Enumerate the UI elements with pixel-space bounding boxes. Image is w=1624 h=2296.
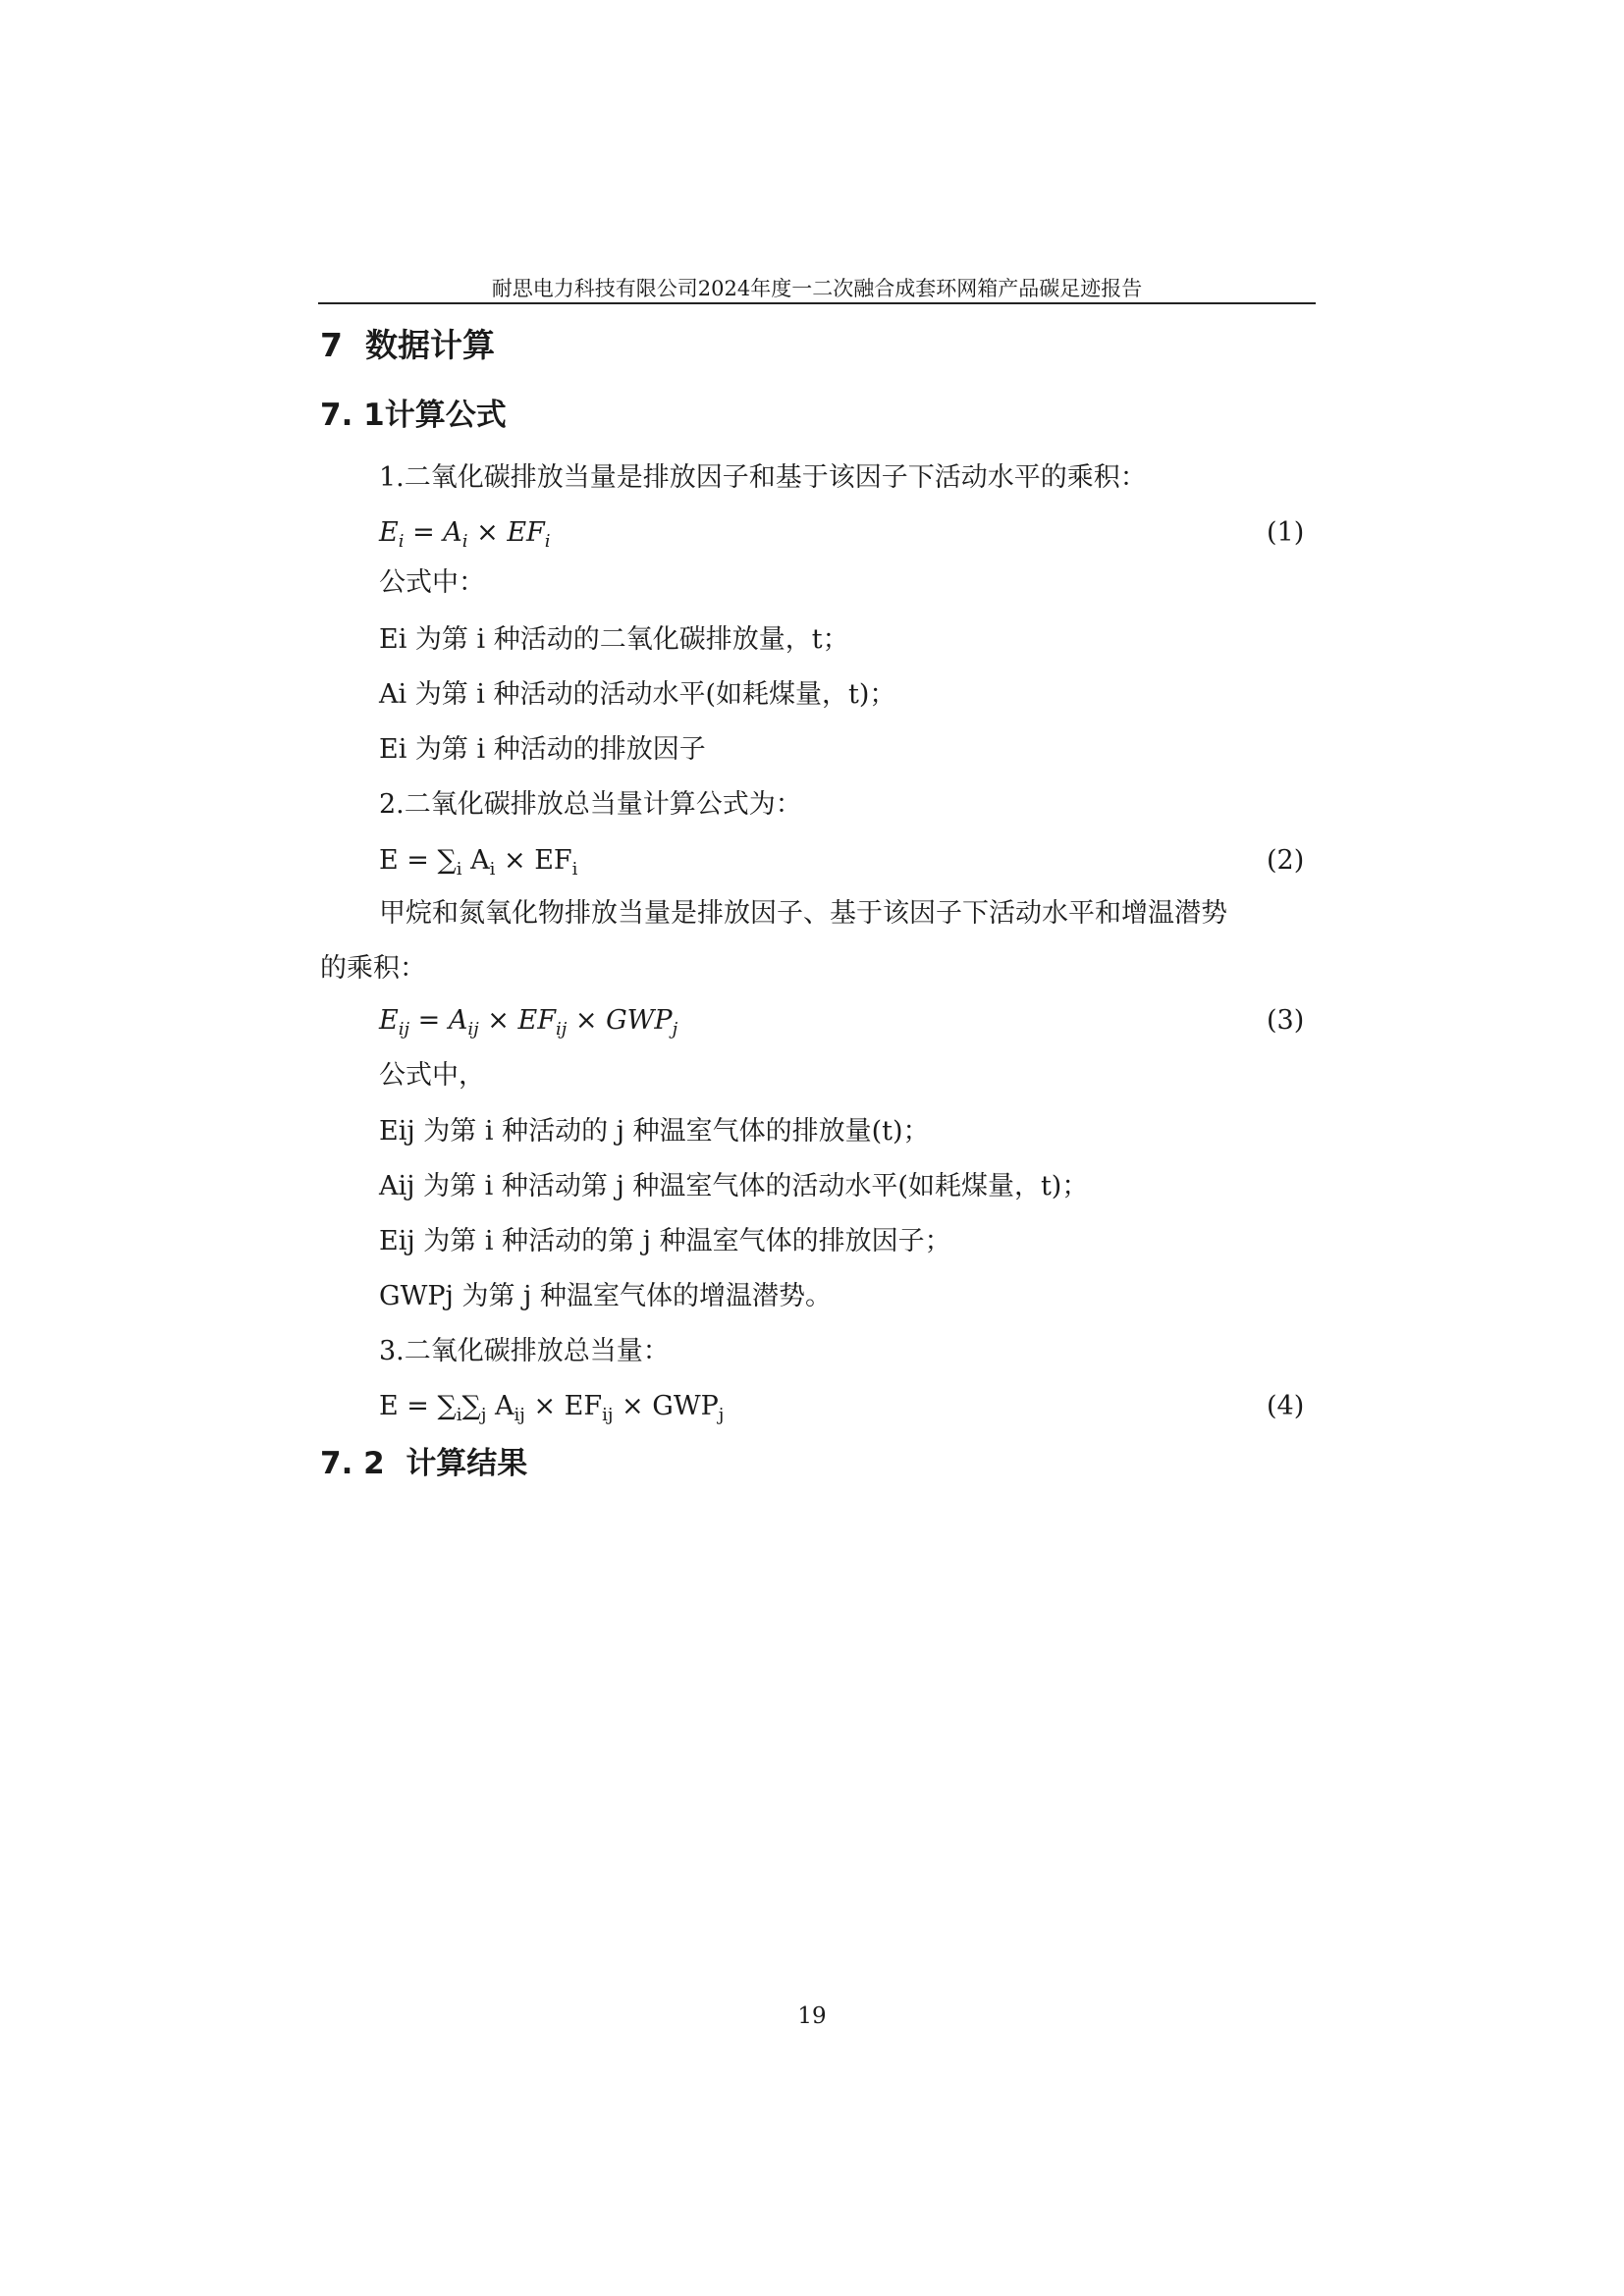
equation-3: $E_{ij} = A_{ij} \times EF_{ij} \times GWP_j$ (379, 1005, 678, 1040)
equation-2: $E = \sum_i$ $A_i \times EF_i$ (379, 845, 578, 880)
section-title: 数据计算 (364, 326, 495, 364)
where-label-2: 公式中， (379, 1060, 485, 1091)
page-number: 19 (797, 2003, 827, 2029)
subsection-number: 7. 1 (320, 398, 385, 433)
definition-emission-factor: Ei 为第 i 种活动的排放因子 (379, 734, 706, 765)
definition-eij-factor: Eij 为第 i 种活动的第 j 种温室气体的排放因子； (379, 1226, 951, 1256)
paragraph-methane-line-2: 的乘积： (320, 953, 426, 984)
header-rule (318, 302, 1316, 304)
equation-number-4: (4) (1267, 1391, 1305, 1421)
paragraph-methane-line-1: 甲烷和氮氧化物排放当量是排放因子、基于该因子下活动水平和增温潜势 (379, 898, 1227, 929)
subsection-heading-formulas (320, 395, 507, 436)
subsection-title: 计算结果 (406, 1446, 528, 1481)
definition-ai: Ai 为第 i 种活动的活动水平(如耗煤量，t)； (379, 679, 896, 710)
equation-number-1: (1) (1267, 517, 1305, 548)
paragraph-total-equivalent: 3.二氧化碳排放总当量： (379, 1336, 670, 1366)
definition-gwpj: GWPj 为第 j 种温室气体的增温潜势。 (379, 1281, 832, 1311)
where-label-1: 公式中： (379, 567, 485, 598)
subsection-title: 计算公式 (384, 398, 507, 433)
equation-number-3: (3) (1267, 1005, 1305, 1036)
definition-aij: Aij 为第 i 种活动第 j 种温室气体的活动水平(如耗煤量，t)； (379, 1171, 1089, 1201)
subsection-number: 7. 2 (320, 1446, 385, 1481)
equation-4: $E = \sum_i\sum_j$ $A_{ij} \times EF_{ij} \times GWP_j$ (379, 1391, 725, 1425)
definition-eij: Eij 为第 i 种活动的 j 种温室气体的排放量(t)； (379, 1116, 930, 1147)
section-number: 7 (320, 326, 343, 364)
definition-ei: Ei 为第 i 种活动的二氧化碳排放量，t； (379, 624, 849, 655)
equation-number-2: (2) (1267, 845, 1305, 876)
running-header: 耐思电力科技有限公司2024年度一二次融合成套环网箱产品碳足迹报告 (491, 277, 1143, 300)
paragraph-co2-equivalent: 1.二氧化碳排放当量是排放因子和基于该因子下活动水平的乘积： (379, 462, 1147, 493)
paragraph-total-co2: 2.二氧化碳排放总当量计算公式为： (379, 789, 802, 820)
equation-1: $E_i = A_i \times EF_i$ (379, 517, 551, 552)
section-heading (320, 324, 495, 367)
subsection-heading-results (320, 1443, 527, 1484)
